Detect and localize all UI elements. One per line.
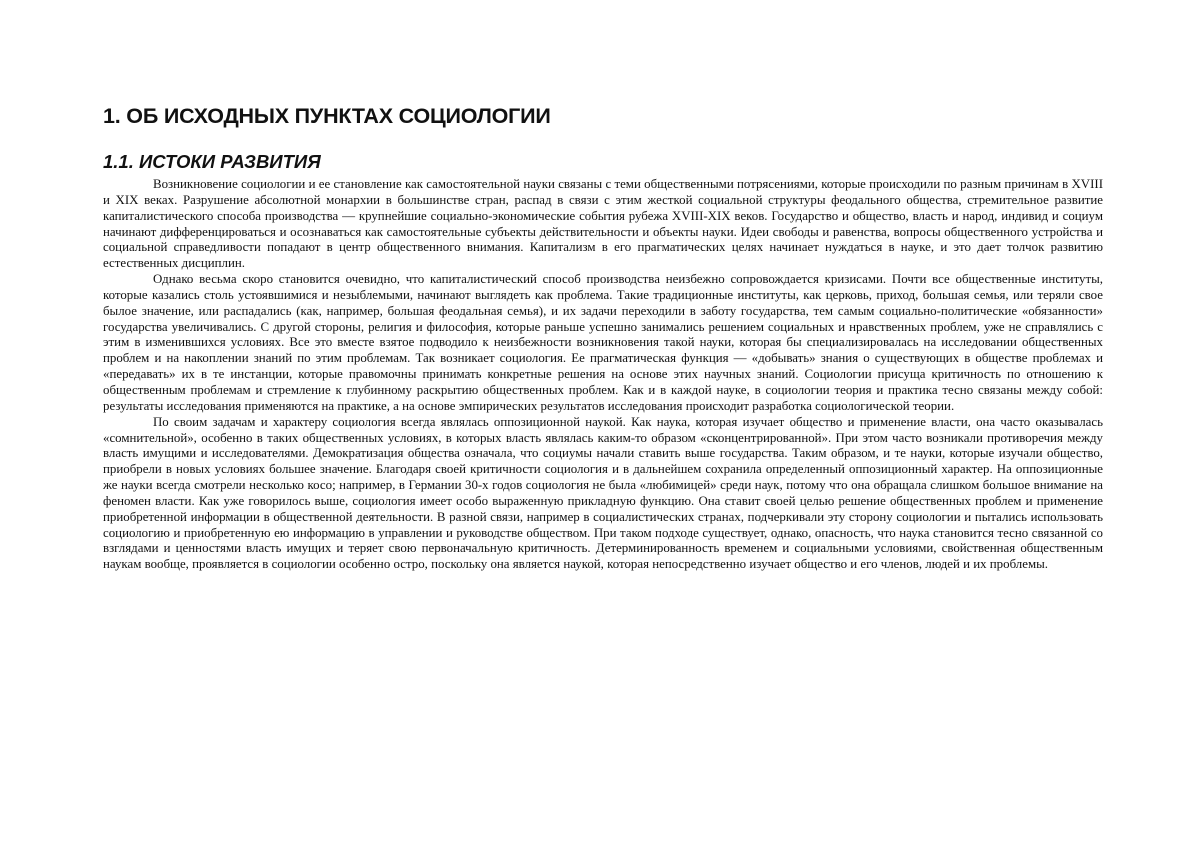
paragraph-2: Однако весьма скоро становится очевидно, что капиталистический способ производства неизбежно сопровождается кризисами. Почти все общественные институты, которые казались столь устоявшимися и незыблемыми, начинают выглядеть как проблема. Такие традиционные институты, как церковь, приход, большая семья, или теряли свое былое значение, или распадались (как, например, большая феодальная семья), и их задачи переходили в заботу государства, тем самым социально-политические «обязанности» государства увеличивались. С другой стороны, религия и философия, которые раньше успешно занимались решением социальных и нравственных проблем, уже не справлялись с этим в изменившихся условиях. Все это вместе взятое подводило к неизбежности возникновения такой науки, которая бы специализировалась на исследовании общественных проблем и на накоплении знаний по этим проблемам. Так возникает социология. Ее прагматическая функция — «добывать» знания о существующих в обществе проблемах и «передавать» их в те инстанции, которые правомочны принимать конкретные решения на основе этих научных знаний. Социологии присуща критичность по отношению к общественным проблемам и стремление к глубинному раскрытию общественных проблем. Как и в каждой науке, в социологии теория и практика тесно связаны между собой: результаты исследования применяются на практике, а на основе эмпирических результатов исследования происходит разработка социологической теории. [103, 272, 1103, 413]
paragraph-1: Возникновение социологии и ее становление как самостоятельной науки связаны с теми общественными потрясениями, которые происходили по разным причинам в XVIII и XIX веках. Разрушение абсолютной монархии в большинстве стран, распад в связи с этим жесткой социальной структуры феодального общества, стремительное развитие капиталистического способа производства — крупнейшие социально-экономические события рубежа XVIII-XIX веков. Государство и общество, власть и народ, индивид и социум начинают дифференцироваться и осознаваться как самостоятельные субъекты действительности и объекты науки. Идеи свободы и равенства, вопросы общественного устройства и социальной справедливости попадают в центр общественного внимания. Капитализм в его прагматических целях начинает нуждаться в науке, и это дает толчок развитию естественных дисциплин. [103, 177, 1103, 271]
section-heading: 1.1. ИСТОКИ РАЗВИТИЯ [103, 151, 321, 172]
document-page [103, 103, 1103, 573]
paragraph-3: По своим задачам и характеру социология всегда являлась оппозиционной наукой. Как наука, которая изучает общество и применение власти, она часто оказывалась «сомнительной», особенно в таких общественных условиях, в которых власть являлась каким-то образом «сконцентрированной». При этом часто возникали противоречия между власть имущими и исследователями. Демократизация общества означала, что социумы начали ставить выше государства. Таким образом, и те науки, которые изучали общество, приобрели в новых условиях большее значение. Благодаря своей критичности социология и в дальнейшем сохранила определенный оппозиционный характер. На оппозиционные же науки всегда смотрели несколько косо; например, в Германии 30-х годов социология не была «любимицей» среди наук, потому что она обращала слишком большое внимание на феномен власти. Как уже говорилось выше, социология имеет особо выраженную прикладную функцию. Она ставит своей целью решение общественных проблем и применение приобретенной информации в общественной деятельности. В разной связи, например в социалистических странах, подчеркивали эту сторону социологии и пытались использовать социологию и приобретенную ею информацию в управлении и руководстве обществом. При таком подходе существует, однако, опасность, что наука становится тесно связанной со взглядами и ценностями власть имущих и теряет свою первоначальную критичность. Детерминированность временем и социальными условиями, свойственная общественным наукам вообще, проявляется в социологии особенно остро, поскольку она является наукой, которая непосредственно изучает общество и его членов, людей и их проблемы. [103, 414, 1103, 572]
chapter-heading: 1. ОБ ИСХОДНЫХ ПУНКТАХ СОЦИОЛОГИИ [103, 104, 551, 128]
